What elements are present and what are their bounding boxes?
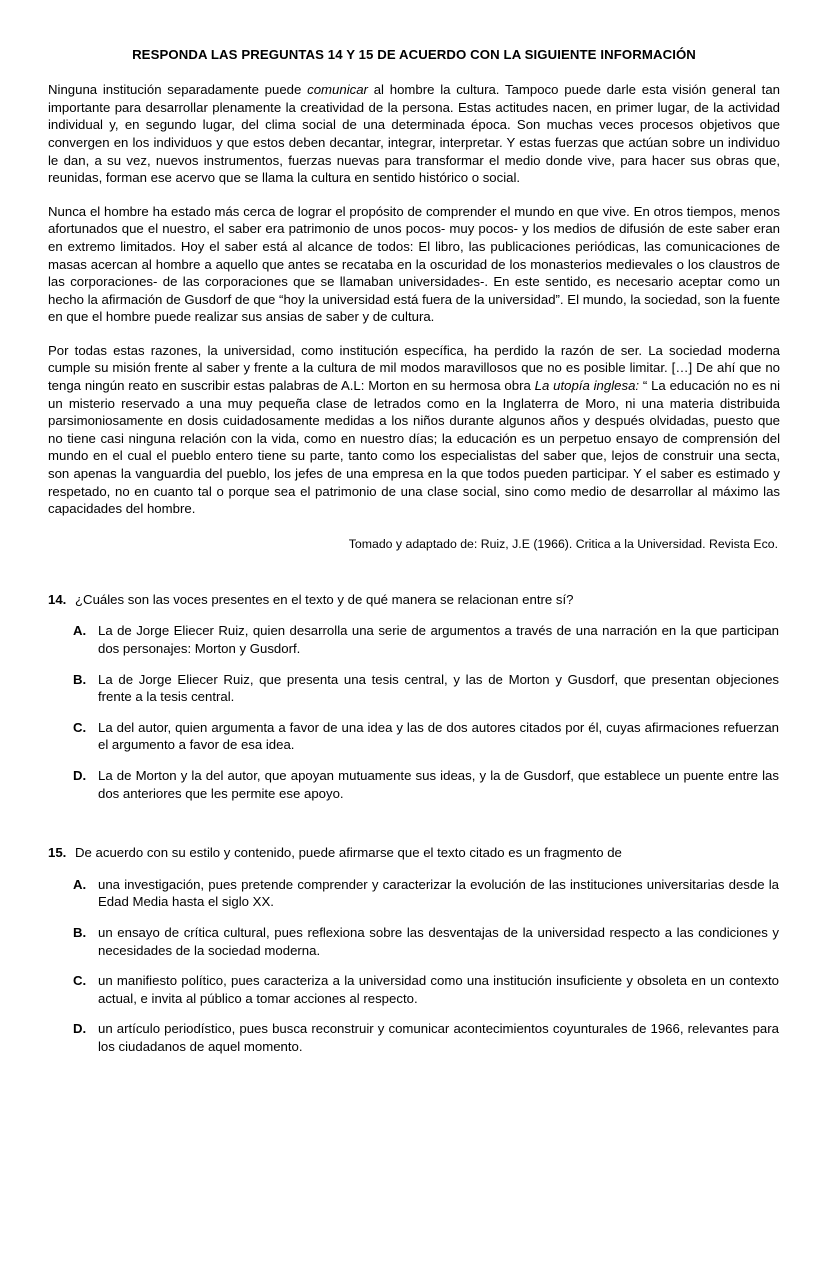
option-14-c-letter: C. bbox=[73, 719, 87, 735]
passage-paragraph-2: Nunca el hombre ha estado más cerca de lograr el propósito de comprender el mundo en que vive. En otros tiempos, menos afortunados que el nuestro, el saber era patrimonio de unos pocos- muy pocos- y los medios de difusión de este saber eran en extremo limitados. Hoy el saber está al alcance de todos: El libro, las publicaciones periódicas, las comunicaciones de masas acercan al hombre a aquello que antes se recataba en la oscuridad de los monasterios medievales o los claustros de las corporaciones- de las corporaciones que se llamaban universidades-. En este sentido, es necesario aceptar como un hecho la afirmación de Gusdorf de que “hoy la universidad está fuera de la universidad”. El mundo, la sociedad, son la fuente en que el hombre puede realizar sus ansias de saber y de cultura. bbox=[48, 203, 780, 325]
questions-section bbox=[48, 591, 780, 1056]
paragraph-1-italic-term: comunicar bbox=[307, 82, 368, 98]
question-14-number: 14. bbox=[48, 591, 67, 607]
option-15-d-text: un artículo periodístico, pues busca reconstruir y comunicar acontecimientos coyunturales de 1966, relevantes para los ciudadanos de aquel momento. bbox=[98, 1021, 779, 1054]
option-14-b-letter: B. bbox=[73, 671, 87, 687]
option-15-c[interactable] bbox=[48, 972, 780, 1007]
option-14-a-letter: A. bbox=[73, 623, 87, 639]
paragraph-3-part-a: Por todas estas razones, la universidad, como institución específica, ha perdido la razón de ser. La sociedad moderna cumple su misión frente al saber y frente a la cultura de mil modos maravillosos que no es posible limitar. […] De ahí que no tenga ningún reato en suscribir estas palabras de A.L: Morton en su hermosa obra bbox=[48, 342, 780, 394]
source-attribution: Tomado y adaptado de: Ruiz, J.E (1966). Critica a la Universidad. Revista Eco. bbox=[348, 536, 778, 551]
option-15-a-letter: A. bbox=[73, 876, 87, 892]
option-15-c-text: un manifiesto político, pues caracteriza a la universidad como una institución insuficiente y obsoleta en un contexto actual, e invita al público a tomar acciones al respecto. bbox=[98, 973, 779, 1006]
passage-paragraph-1 bbox=[48, 81, 780, 187]
page-title: RESPONDA LAS PREGUNTAS 14 Y 15 DE ACUERDO CON LA SIGUIENTE INFORMACIÓN bbox=[132, 47, 696, 62]
question-block-14 bbox=[48, 591, 780, 802]
option-15-b-letter: B. bbox=[73, 924, 87, 940]
option-15-b-text: un ensayo de crítica cultural, pues reflexiona sobre las desventajas de la universidad respecto a las condiciones y necesidades de la sociedad moderna. bbox=[98, 924, 779, 958]
option-14-b-text: La de Jorge Eliecer Ruiz, que presenta una tesis central, y las de Morton y Gusdorf, que presentan objeciones frente a la tesis central. bbox=[98, 671, 779, 705]
option-14-c-text: La del autor, quien argumenta a favor de una idea y las de dos autores citados por él, cuyas afirmaciones refuerzan el argumento a favor de esa idea. bbox=[98, 719, 779, 753]
option-15-c-letter: C. bbox=[73, 973, 87, 989]
question-block-15 bbox=[48, 844, 780, 1055]
question-15-options bbox=[48, 876, 780, 1056]
question-14-stem bbox=[48, 591, 780, 609]
option-14-c[interactable] bbox=[48, 719, 780, 754]
question-14-text: ¿Cuáles son las voces presentes en el texto y de qué manera se relacionan entre sí? bbox=[75, 591, 574, 607]
reading-passage bbox=[48, 81, 780, 553]
option-14-b[interactable] bbox=[48, 671, 780, 706]
option-14-d-text: La de Morton y la del autor, que apoyan mutuamente sus ideas, y la de Gusdorf, que establece un puente entre las dos anteriores que les permite ese apoyo. bbox=[98, 767, 779, 801]
option-15-d[interactable] bbox=[48, 1020, 780, 1055]
question-15-text: De acuerdo con su estilo y contenido, puede afirmarse que el texto citado es un fragmento de bbox=[75, 845, 622, 861]
option-15-d-letter: D. bbox=[73, 1021, 87, 1037]
option-15-b[interactable] bbox=[48, 924, 780, 959]
paragraph-1-part-a: Ninguna institución separadamente puede bbox=[48, 82, 308, 98]
option-15-a[interactable] bbox=[48, 876, 780, 911]
option-14-d-letter: D. bbox=[73, 767, 87, 783]
paragraph-3-italic-title: La utopía inglesa: bbox=[534, 378, 640, 394]
paragraph-1-part-b: al hombre la cultura. Tampoco puede darle esta visión general tan importante para desarrollar plenamente la creatividad de la persona. Estas actitudes nacen, en primer lugar, de la actividad individual y, en segundo lugar, del clima social de una determinada época. Son muchas veces procesos objetivos que convergen en los individuos y que estos deben decantar, integrar, interpretar. Y estas fuerzas que actúan sobre un individuo le dan, a su vez, nuevos instrumentos, fuerzas nuevas para transformar el medio donde vive, para hacer sus obras que, reunidas, forman ese acervo que se llama la cultura en sentido histórico o social. bbox=[48, 82, 780, 186]
option-14-d[interactable] bbox=[48, 767, 780, 802]
paragraph-3-part-b: “ La educación no es ni un misterio reservado a una muy pequeña clase de letrados como en la Inglaterra de Moro, ni una materia distribuida parsimoniosamente en dosis cuidadosamente medidas a los niños durante algunos años y después olvidadas, puesto que no tiene casi ninguna relación con la vida, como en nuestro días; la educación es un perpetuo ensayo de comprensión del mundo en el cual el pueblo entero tiene su parte, tanto como los especialistas del saber que, lejos de construir una secta, son apenas la vanguardia del pueblo, los jefes de una empresa en la que todos pueden participar. Y el saber es estimado y respetado, no en cuanto tal o porque sea el patrimonio de una clase social, sino como medio de desarrollar al máximo las capacidades del hombre. bbox=[48, 378, 780, 517]
question-15-number: 15. bbox=[48, 845, 67, 861]
question-14-options bbox=[48, 622, 780, 802]
option-15-a-text: una investigación, pues pretende comprender y caracterizar la evolución de las instituciones universitarias desde la Edad Media hasta el siglo XX. bbox=[98, 876, 779, 910]
option-14-a[interactable] bbox=[48, 622, 780, 657]
option-14-a-text: La de Jorge Eliecer Ruiz, quien desarrolla una serie de argumentos a través de una narración en la que participan dos personajes: Morton y Gusdorf. bbox=[98, 623, 779, 656]
passage-paragraph-3 bbox=[48, 342, 780, 518]
question-15-stem bbox=[48, 844, 780, 862]
